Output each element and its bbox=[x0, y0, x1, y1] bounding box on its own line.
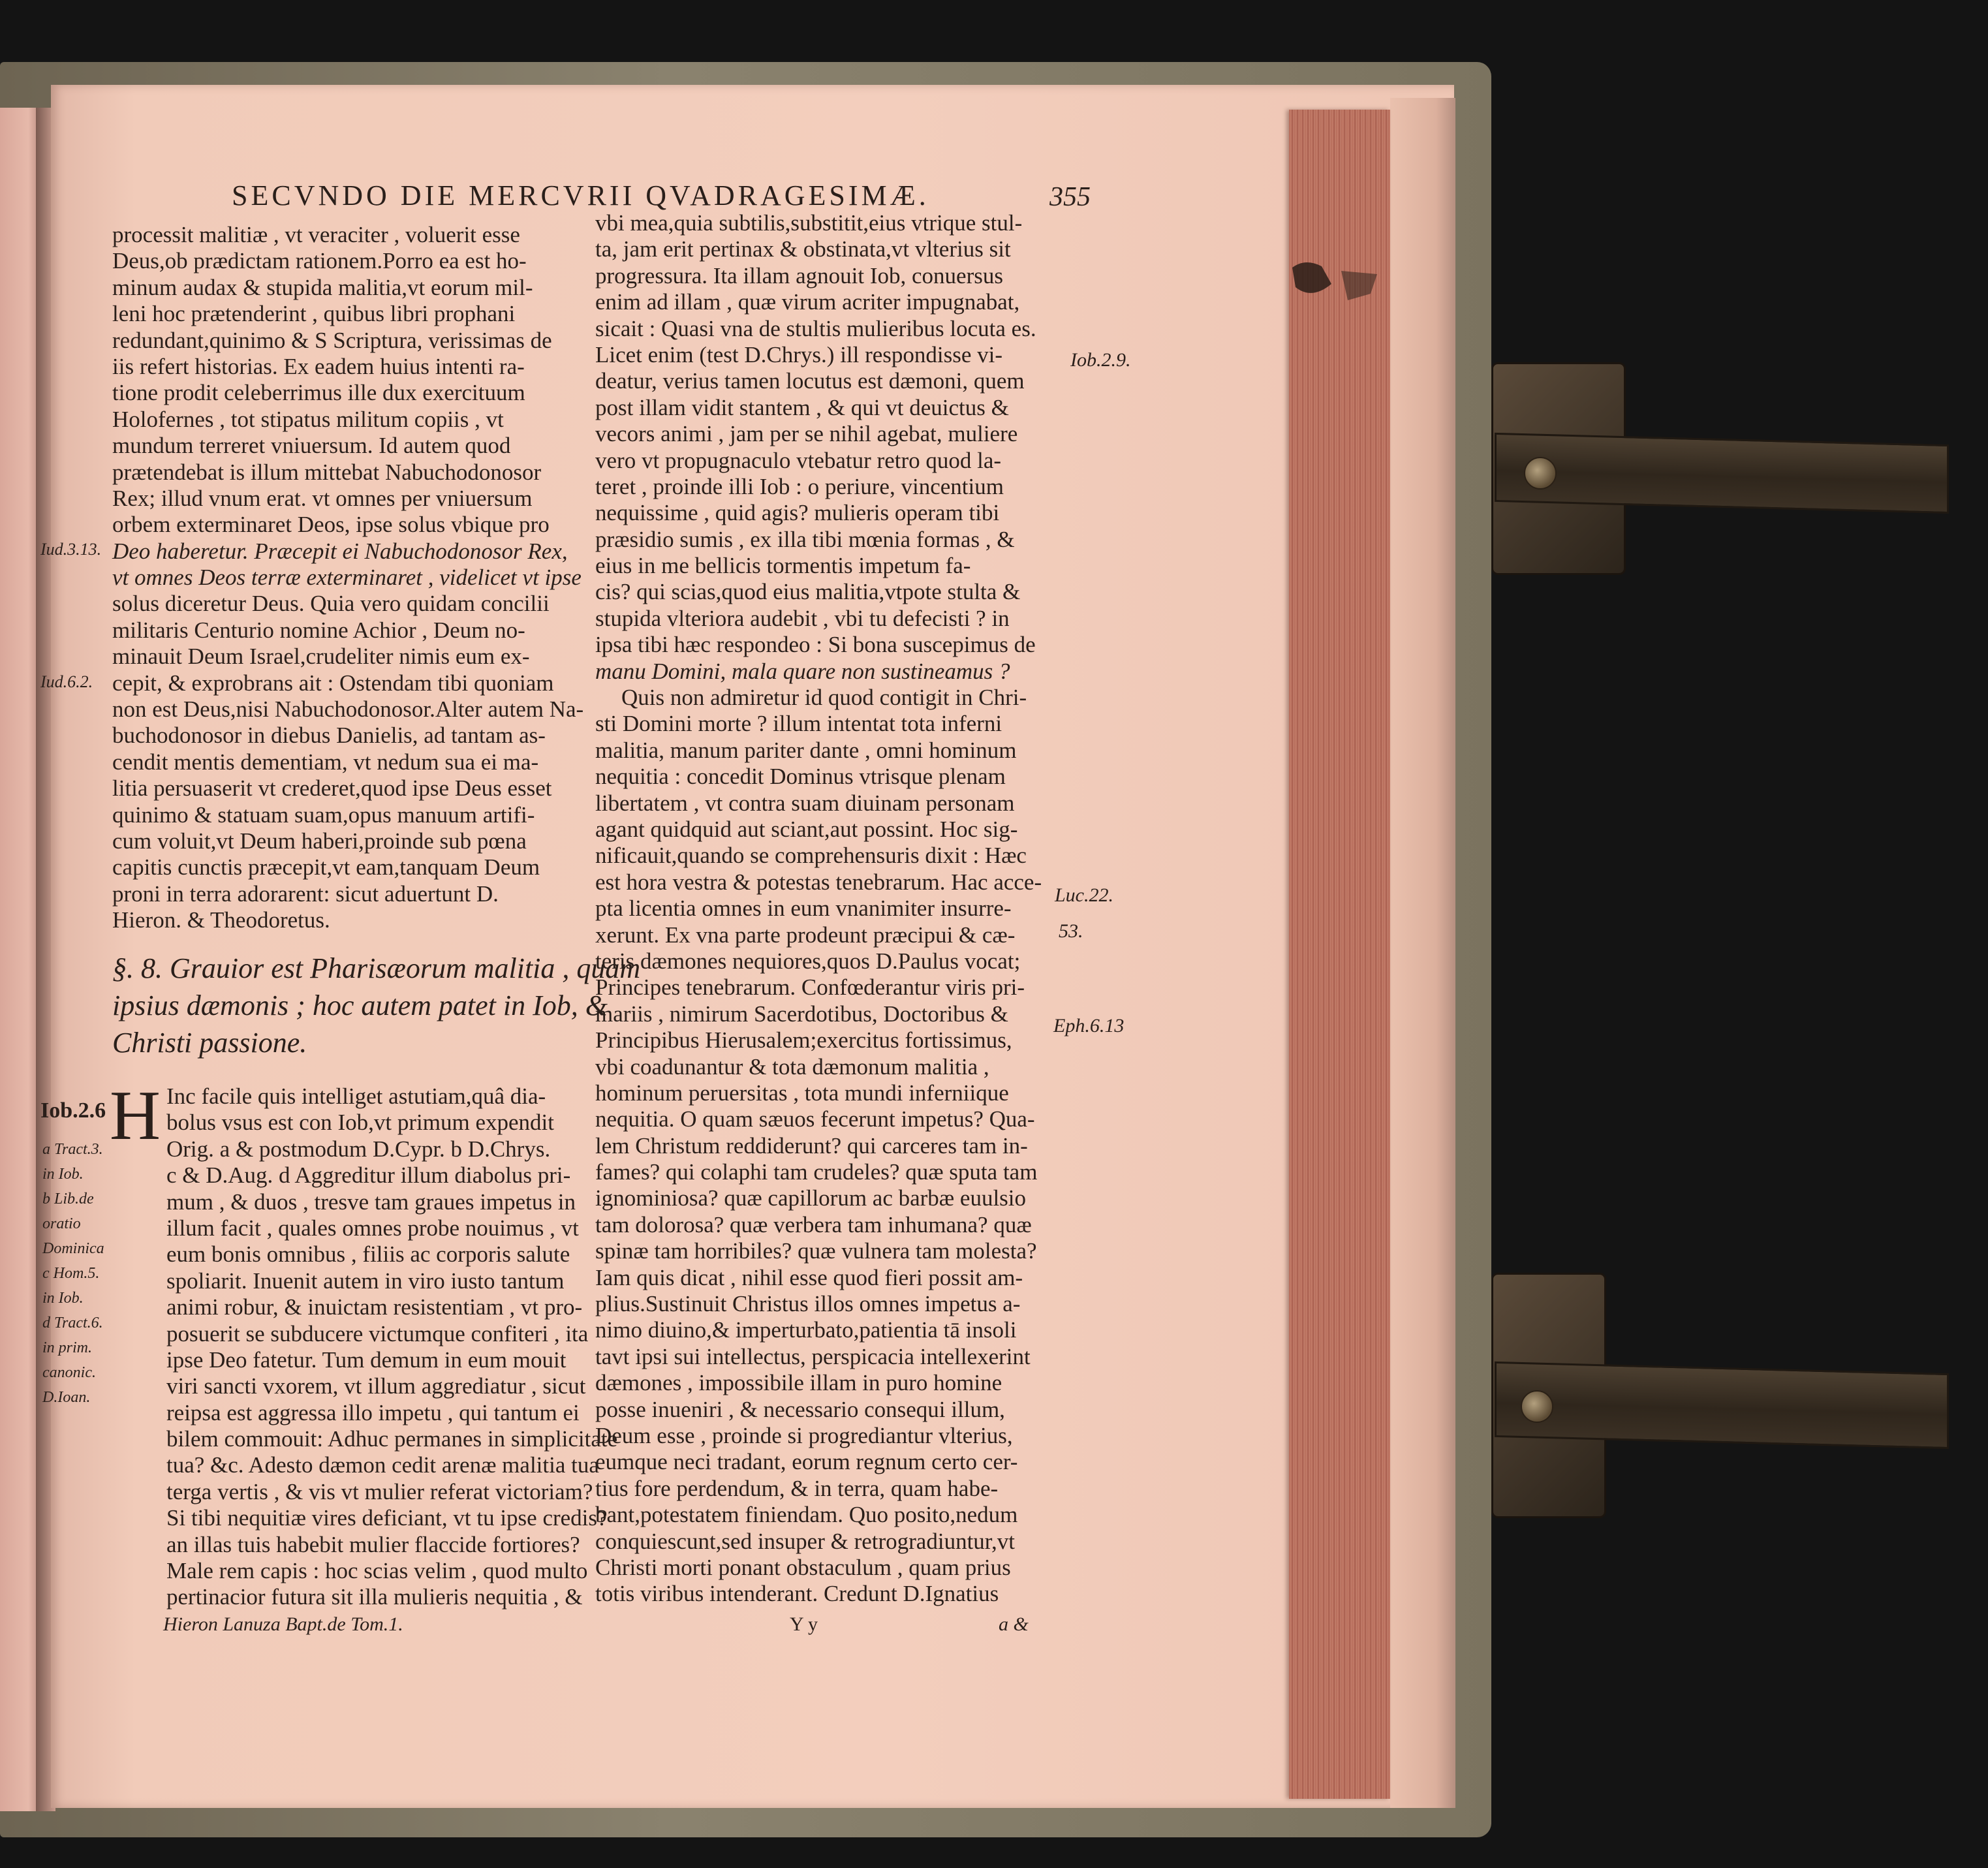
margin-note: Eph.6.13 bbox=[1053, 1015, 1125, 1036]
text-line: quinimo & statuam suam,opus manuum artifi- bbox=[112, 802, 535, 828]
section-heading bbox=[112, 950, 641, 1061]
left-page-edge bbox=[0, 108, 40, 1811]
text-line: minum audax & stupida malitia,vt eorum mil- bbox=[112, 274, 533, 300]
text-line: leni hoc prætenderint , quibus libri prophani bbox=[112, 301, 516, 327]
text-line: cis? qui scias,quod eius malitia,vtpote stulta & bbox=[595, 579, 1021, 605]
text-line: prætendebat is illum mittebat Nabuchodonosor bbox=[112, 459, 542, 485]
text-line: posse inueniri , & necessario consequi illum, bbox=[595, 1396, 1005, 1422]
text-line: Orig. a & postmodum D.Cypr. b D.Chrys. bbox=[166, 1136, 551, 1162]
text-line: dæmones , impossibile illam in puro homine bbox=[595, 1370, 1002, 1396]
text-line: præsidio sumis , ex illa tibi mœnia formas , & bbox=[595, 526, 1015, 552]
text-line: animi robur, & inuictam resistentiam , vt pro- bbox=[166, 1294, 583, 1320]
text-line: conquiescunt,sed insuper & retrogradiuntur,vt bbox=[595, 1528, 1016, 1554]
text-line: c & D.Aug. d Aggreditur illum diabolus pri- bbox=[166, 1162, 571, 1189]
text-line: ipse Deo fatetur. Tum demum in eum mouit bbox=[166, 1347, 567, 1373]
text-line: est hora vestra & potestas tenebrarum. Hac acce- bbox=[595, 869, 1042, 895]
margin-note: Iud.3.13. bbox=[40, 540, 102, 559]
text-line: vbi coadunantur & tota dæmonum malitia , bbox=[595, 1053, 989, 1080]
text-line: mundum terreret vniuersum. Id autem quod bbox=[112, 433, 511, 459]
left-column bbox=[112, 222, 587, 934]
text-line: tam dolorosa? quæ verbera tam inhumana? quæ bbox=[595, 1211, 1032, 1238]
text-line: orbem exterminaret Deos, ipse solus vbique pro bbox=[112, 512, 550, 538]
text-line: iis refert historias. Ex eadem huius intenti ra- bbox=[112, 353, 525, 379]
text-line: Quis non admiretur id quod contigit in Chri- bbox=[621, 685, 1027, 711]
text-line: Inc facile quis intelliget astutiam,quâ dia- bbox=[166, 1083, 546, 1109]
text-line: tavt ipsi sui intellectus, perspicacia intellexerint bbox=[595, 1343, 1031, 1369]
text-line: post illam vidit stantem , & qui vt deuictus & bbox=[595, 394, 1009, 420]
text-line: eius in me bellicis tormentis impetum fa- bbox=[595, 553, 971, 579]
margin-note: oratio bbox=[42, 1215, 81, 1232]
margin-note: in Iob. bbox=[42, 1166, 84, 1183]
text-line: sicait : Quasi vna de stultis mulieribus locuta es. bbox=[595, 315, 1036, 341]
text-line: non est Deus,nisi Nabuchodonosor.Alter autem Na- bbox=[112, 696, 584, 723]
text-line: buchodonosor in diebus Danielis, ad tantam as- bbox=[112, 723, 546, 749]
text-line: nequitia. O quam sæuos fecerunt impetus? Qua- bbox=[595, 1106, 1035, 1132]
text-line: Principes tenebrarum. Confœderantur viris pri- bbox=[595, 974, 1025, 1001]
upper-clasp-strap bbox=[1495, 433, 1949, 514]
text-line: terga vertis , & vis vt mulier referat victoriam? bbox=[166, 1478, 593, 1504]
text-line: nimo diuino,& imperturbato,patientia tā insoli bbox=[595, 1317, 1017, 1343]
text-line: deatur, verius tamen locutus est dæmoni, quem bbox=[595, 368, 1025, 394]
text-line: an illas tuis habebit mulier flaccide fortiores? bbox=[166, 1531, 580, 1557]
text-line: Si tibi nequitiæ vires deficiant, vt tu ipse credis? bbox=[166, 1505, 608, 1531]
text-line: cendit mentis dementiam, vt nedum sua ei ma- bbox=[112, 749, 539, 775]
text-line: bant,potestatem finiendam. Quo posito,nedum bbox=[595, 1502, 1018, 1528]
text-line: plius.Sustinuit Christus illos omnes impetus a- bbox=[595, 1291, 1021, 1317]
margin-note: in Iob. bbox=[42, 1290, 84, 1307]
text-line: Christi morti ponant obstaculum , quam prius bbox=[595, 1554, 1011, 1580]
text-line: stupida vlteriora audebit , vbi tu defecisti ? in bbox=[595, 605, 1010, 631]
text-line: bilem commouit: Adhuc permanes in simplicitate bbox=[166, 1426, 618, 1452]
ink-blot-icon bbox=[1286, 255, 1384, 320]
heading-line: ipsius dæmonis ; hoc autem patet in Iob, & bbox=[112, 989, 608, 1021]
text-line: Deo haberetur. Præcepit ei Nabuchodonosor Rex, bbox=[112, 538, 568, 564]
text-line: bolus vsus est con Iob,vt primum expendit bbox=[166, 1110, 554, 1136]
text-line: Deum esse , proinde si progrediantur vlterius, bbox=[595, 1422, 1013, 1448]
text-line: proni in terra adorarent: sicut aduertunt D. bbox=[112, 880, 499, 907]
margin-note: a Tract.3. bbox=[42, 1141, 103, 1158]
text-line: xerunt. Ex vna parte prodeunt præcipui & cæ- bbox=[595, 922, 1016, 948]
margin-note: d Tract.6. bbox=[42, 1315, 103, 1331]
text-line: hominum peruersitas , tota mundi inferniique bbox=[595, 1080, 1009, 1106]
text-line: posuerit se subducere victumque confiteri , ita bbox=[166, 1320, 589, 1347]
text-line: eum bonis omnibus , filiis ac corporis salute bbox=[166, 1241, 570, 1268]
text-line: Licet enim (test D.Chrys.) ill respondisse vi- bbox=[595, 341, 1003, 367]
text-line: ignominiosa? quæ capillorum ac barbæ euulsio bbox=[595, 1185, 1027, 1211]
text-line: mariis , nimirum Sacerdotibus, Doctoribus & bbox=[595, 1001, 1008, 1027]
text-line: minauit Deum Israel,crudeliter nimis eum ex- bbox=[112, 644, 530, 670]
text-line: vbi mea,quia subtilis,substitit,eius vtrique stul- bbox=[595, 210, 1023, 236]
text-line: eumque neci tradant, eorum regnum certo cer- bbox=[595, 1449, 1018, 1475]
page-margin-strip bbox=[1390, 98, 1455, 1808]
text-line: ta, jam erit pertinax & obstinata,vt vlterius sit bbox=[595, 236, 1011, 262]
text-line: vero vt propugnaculo vtebatur retro quod la- bbox=[595, 447, 1002, 473]
text-line: capitis cunctis præcepit,vt eam,tanquam Deum bbox=[112, 854, 540, 880]
text-line: Deus,ob prædictam rationem.Porro ea est ho- bbox=[112, 248, 527, 274]
text-line: pta licentia omnes in eum vnanimiter insurre- bbox=[595, 895, 1012, 922]
text-line: Iam quis dicat , nihil esse quod fieri possit am- bbox=[595, 1264, 1023, 1290]
margin-note: Iob.2.9. bbox=[1070, 349, 1131, 371]
page-number: 355 bbox=[1049, 182, 1091, 212]
text-line: militaris Centurio nomine Achior , Deum no- bbox=[112, 617, 525, 643]
heading-line: §. 8. Grauior est Pharisæorum malitia , quam bbox=[112, 952, 641, 984]
margin-note: 53. bbox=[1059, 920, 1083, 942]
margin-note: Iud.6.2. bbox=[40, 672, 93, 691]
lower-clasp-strap bbox=[1495, 1362, 1949, 1449]
margin-note: in prim. bbox=[42, 1339, 93, 1356]
margin-note: D.Ioan. bbox=[42, 1389, 91, 1406]
text-line: fames? qui colaphi tam crudeles? quæ sputa tam bbox=[595, 1159, 1038, 1185]
catchword: a & bbox=[999, 1613, 1029, 1635]
page-block-edges bbox=[1289, 110, 1390, 1799]
text-line: redundant,quinimo & S Scriptura, verissimas de bbox=[112, 327, 552, 353]
text-line: mum , & duos , tresve tam graues impetus in bbox=[166, 1189, 576, 1215]
left-column-block-2 bbox=[166, 1083, 618, 1611]
text-line: Rex; illud vnum erat. vt omnes per vniuersum bbox=[112, 485, 533, 511]
drop-cap: H bbox=[110, 1077, 161, 1155]
margin-note: c Hom.5. bbox=[42, 1265, 100, 1282]
text-line: vecors animi , jam per se nihil agebat, muliere bbox=[595, 421, 1018, 447]
margin-note: canonic. bbox=[42, 1364, 96, 1381]
text-line: tua? &c. Adesto dæmon cedit arenæ malitia tua bbox=[166, 1452, 599, 1478]
text-line: Holofernes , tot stipatus militum copiis , vt bbox=[112, 406, 504, 432]
margin-note: Luc.22. bbox=[1055, 884, 1113, 906]
text-line: Hieron. & Theodoretus. bbox=[112, 907, 330, 933]
signature-mark: Y y bbox=[790, 1613, 818, 1635]
text-line: vt omnes Deos terræ exterminaret , videlicet vt ipse bbox=[112, 565, 582, 591]
text-line: spoliarit. Inuenit autem in viro iusto tantum bbox=[166, 1268, 565, 1294]
text-line: viri sancti vxorem, vt illum aggrediatur , sicut bbox=[166, 1373, 586, 1399]
lower-clasp-rivet-icon bbox=[1521, 1390, 1553, 1423]
right-column bbox=[595, 210, 1070, 1608]
text-line: cepit, & exprobrans ait : Ostendam tibi quoniam bbox=[112, 670, 554, 696]
margin-note: Iob.2.6 bbox=[40, 1098, 106, 1123]
text-line: lem Christum reddiderunt? qui carceres tam in- bbox=[595, 1132, 1028, 1159]
text-line: teret , proinde illi Iob : o periure, vincentium bbox=[595, 473, 1004, 499]
text-line: litia persuaserit vt crederet,quod ipse Deus esset bbox=[112, 775, 552, 802]
text-line: solus diceretur Deus. Quia vero quidam concilii bbox=[112, 591, 550, 617]
margin-note: b Lib.de bbox=[42, 1191, 94, 1207]
upper-clasp-rivet-icon bbox=[1524, 457, 1557, 490]
text-line: manu Domini, mala quare non sustineamus ? bbox=[595, 658, 1010, 684]
text-line: malitia, manum pariter dante , omni hominum bbox=[595, 737, 1017, 763]
text-line: cum voluit,vt Deum haberi,proinde sub pœna bbox=[112, 828, 527, 854]
text-line: processit malitiæ , vt veraciter , voluerit esse bbox=[112, 222, 520, 247]
margin-note: Dominica bbox=[42, 1240, 104, 1257]
text-line: spinæ tam horribiles? quæ vulnera tam molesta? bbox=[595, 1238, 1037, 1264]
running-head: SECVNDO DIE MERCVRII QVADRAGESIMÆ. bbox=[232, 179, 929, 211]
text-line: nequissime , quid agis? mulieris operam tibi bbox=[595, 500, 1000, 526]
text-line: totis viribus intenderant. Credunt D.Ignatius bbox=[595, 1581, 999, 1607]
text-line: sti Domini morte ? illum intentat tota inferni bbox=[595, 711, 1002, 737]
text-line: tione prodit celeberrimus ille dux exercituum bbox=[112, 380, 525, 406]
text-line: pertinacior futura sit illa mulieris nequitia , & bbox=[166, 1584, 583, 1610]
text-line: tius fore perdendum, & in terra, quam habe- bbox=[595, 1475, 999, 1501]
text-line: ipsa tibi hæc respondeo : Si bona suscepimus de bbox=[595, 632, 1036, 658]
text-line: nificauit,quando se comprehensuris dixit : Hæc bbox=[595, 843, 1027, 869]
text-line: illum facit , quales omnes probe nouimus , vt bbox=[166, 1215, 579, 1241]
text-line: Male rem capis : hoc scias velim , quod multo bbox=[166, 1558, 588, 1584]
text-line: enim ad illam , quæ virum acriter impugnabat, bbox=[595, 289, 1020, 315]
heading-line: Christi passione. bbox=[112, 1027, 307, 1059]
text-line: reipsa est aggressa illo impetu , qui tantum ei bbox=[166, 1399, 580, 1425]
left-footer: Hieron Lanuza Bapt.de Tom.1. bbox=[163, 1613, 403, 1635]
text-line: agant quidquid aut sciant,aut possint. Hoc sig- bbox=[595, 816, 1018, 842]
text-line: teris dæmones nequiores,quos D.Paulus vocat; bbox=[595, 948, 1021, 974]
text-line: libertatem , vt contra suam diuinam personam bbox=[595, 790, 1015, 816]
text-line: progressura. Ita illam agnouit Iob, conuersus bbox=[595, 262, 1003, 288]
text-line: nequitia : concedit Dominus vtrisque plenam bbox=[595, 764, 1006, 790]
text-line: Principibus Hierusalem;exercitus fortissimus, bbox=[595, 1027, 1012, 1053]
